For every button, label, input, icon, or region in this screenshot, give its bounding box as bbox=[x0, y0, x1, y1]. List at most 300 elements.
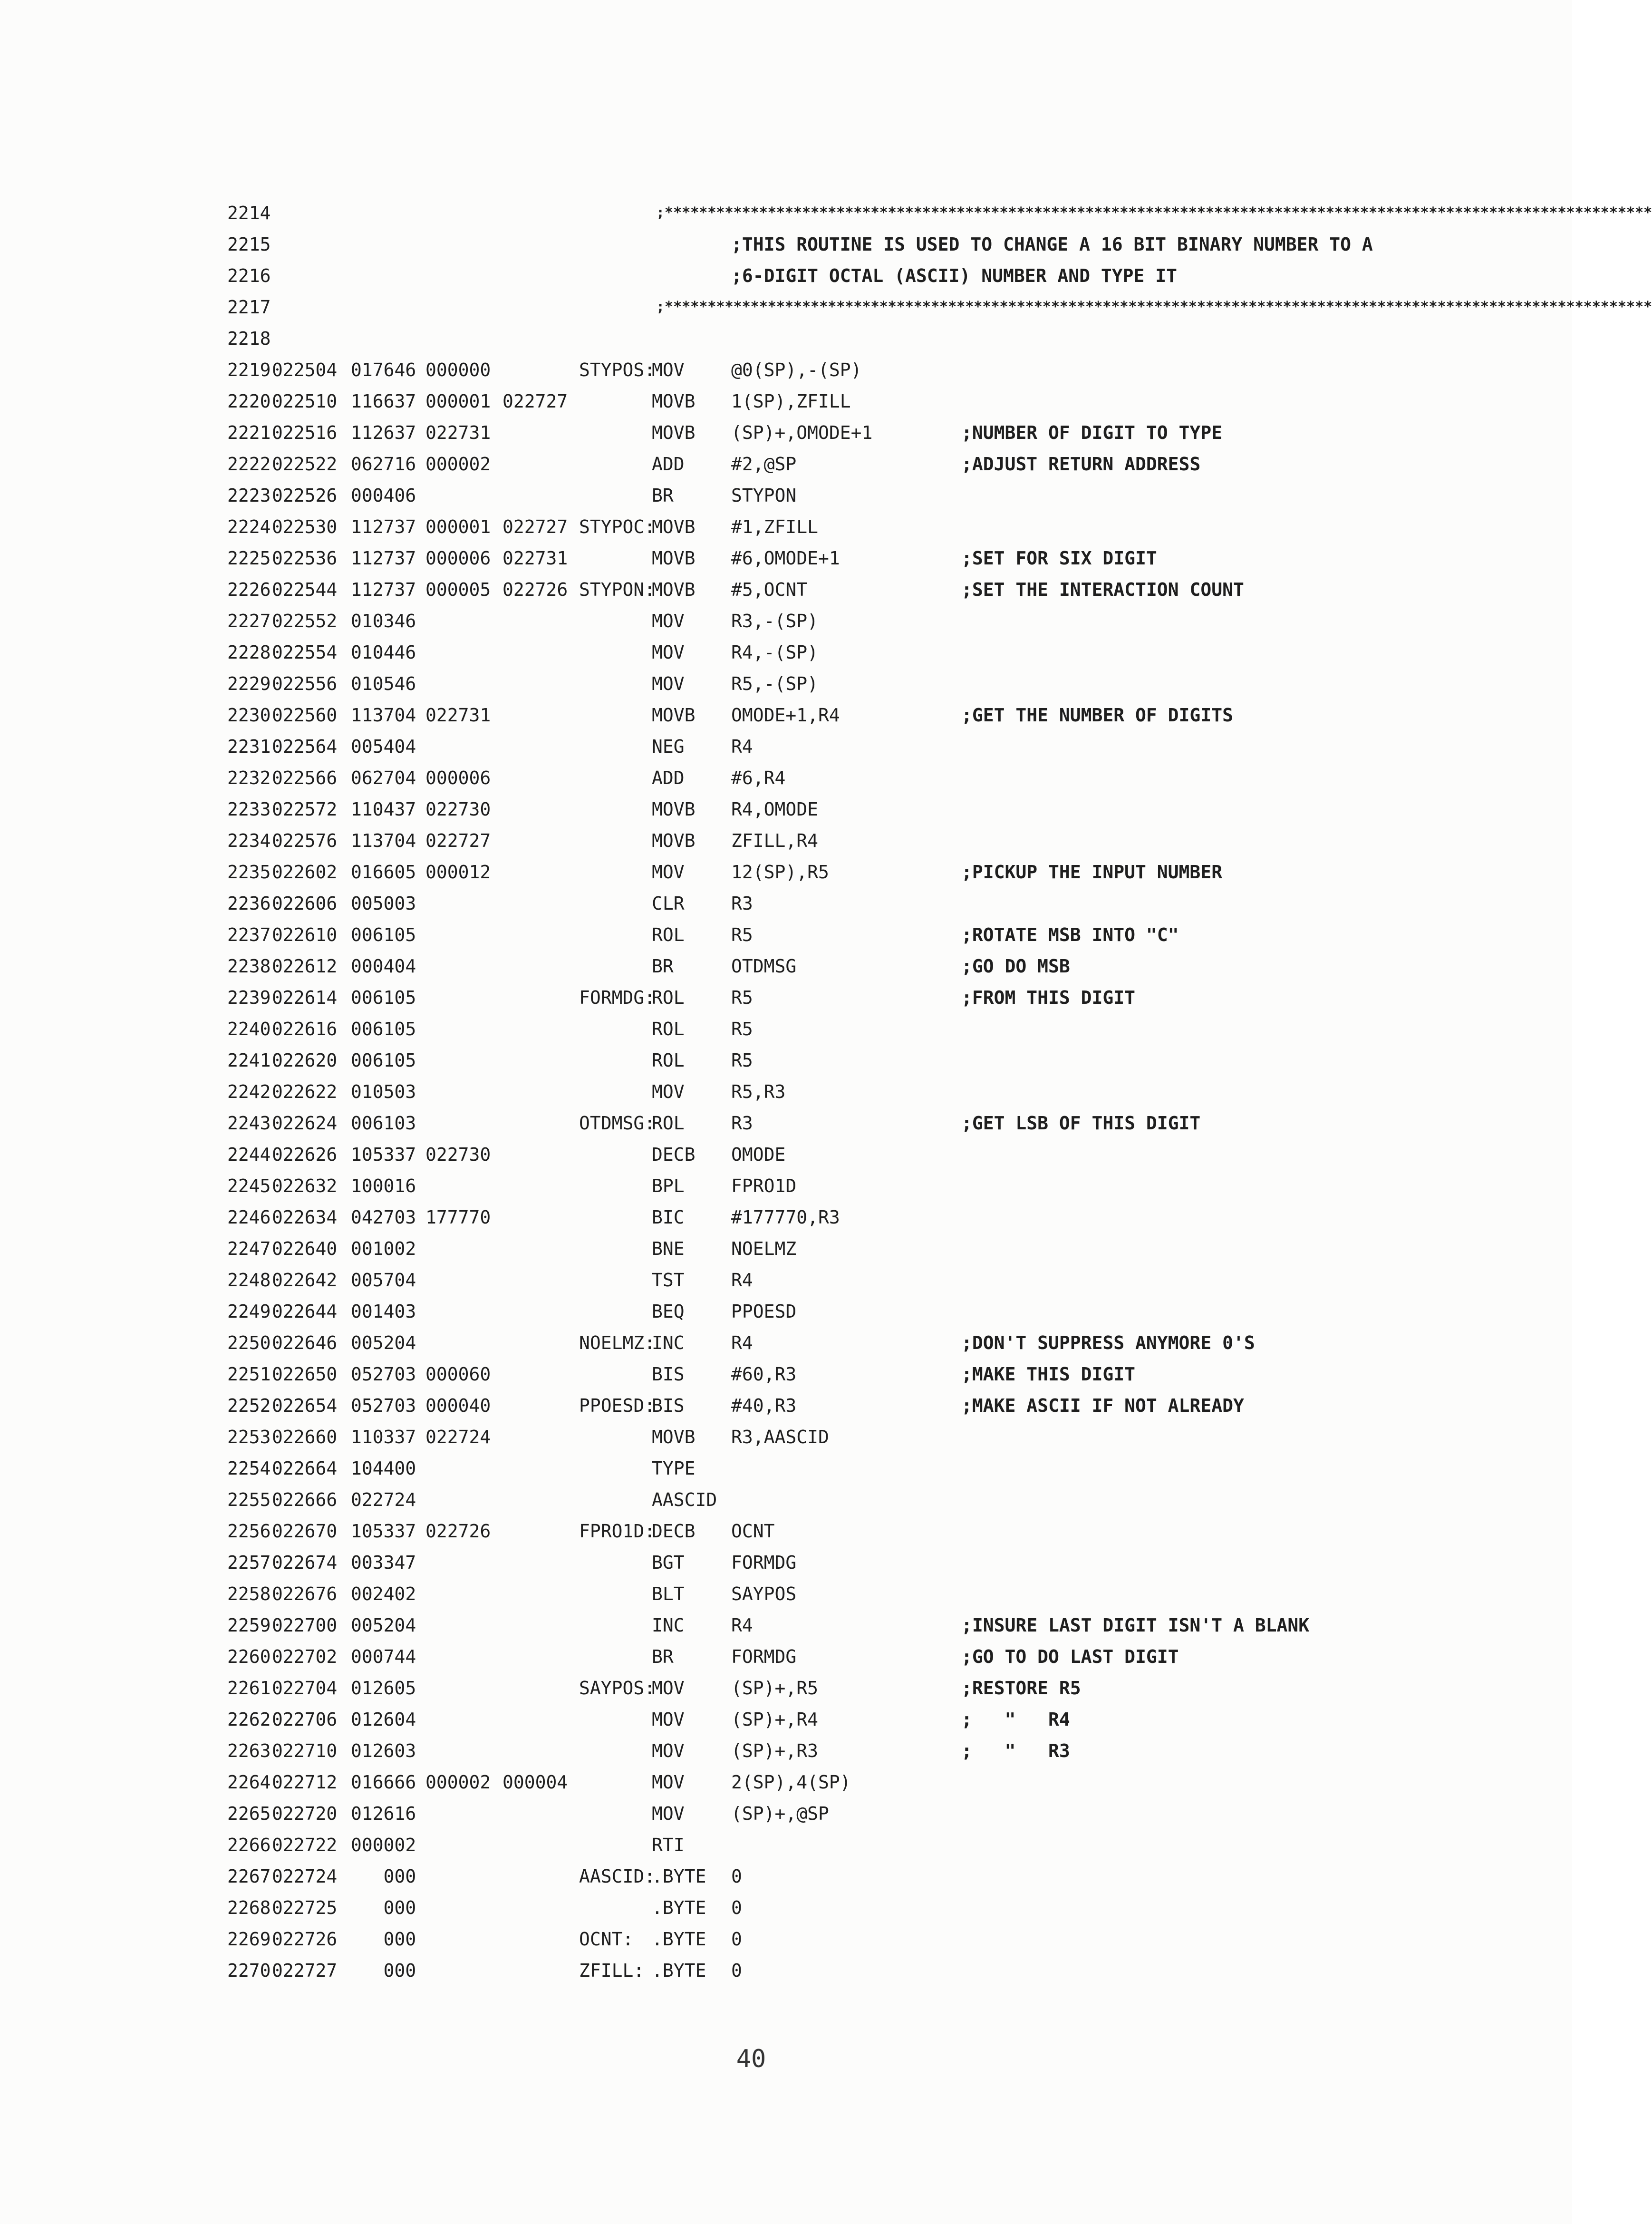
line-number: 2239 bbox=[227, 987, 271, 1008]
address: 022725 bbox=[272, 1897, 338, 1918]
word-2: 000002 bbox=[425, 454, 491, 475]
address: 022606 bbox=[272, 893, 338, 914]
line-number: 2263 bbox=[227, 1740, 271, 1761]
line-number: 2223 bbox=[227, 485, 271, 506]
word-1: 062704 bbox=[351, 767, 416, 788]
address: 022560 bbox=[272, 705, 338, 726]
opcode: MOV bbox=[652, 642, 685, 663]
address: 022544 bbox=[272, 579, 338, 600]
opcode: NEG bbox=[652, 736, 685, 757]
address: 022712 bbox=[272, 1772, 338, 1793]
comment: ;PICKUP THE INPUT NUMBER bbox=[961, 862, 1223, 883]
opcode: ROL bbox=[652, 1113, 685, 1134]
label: OTDMSG: bbox=[579, 1113, 656, 1134]
comment: ;MAKE THIS DIGIT bbox=[961, 1364, 1136, 1385]
word-1: 012604 bbox=[351, 1709, 416, 1730]
address: 022522 bbox=[272, 454, 338, 475]
opcode: MOVB bbox=[652, 579, 696, 600]
opcode: MOV bbox=[652, 673, 685, 694]
opcode: BNE bbox=[652, 1238, 685, 1259]
operand: #177770,R3 bbox=[731, 1207, 840, 1228]
line-number: 2229 bbox=[227, 673, 271, 694]
operand: R5,R3 bbox=[731, 1081, 786, 1102]
listing-line bbox=[0, 574, 1572, 605]
listing-line bbox=[0, 417, 1572, 448]
listing-line bbox=[0, 605, 1572, 637]
line-number: 2232 bbox=[227, 767, 271, 788]
opcode: ROL bbox=[652, 1050, 685, 1071]
word-2: 022724 bbox=[425, 1427, 491, 1447]
line-number: 2260 bbox=[227, 1646, 271, 1667]
address: 022566 bbox=[272, 767, 338, 788]
listing-line bbox=[0, 1861, 1572, 1892]
operand: R4 bbox=[731, 1270, 753, 1291]
address: 022622 bbox=[272, 1081, 338, 1102]
word-3: 022727 bbox=[502, 391, 568, 412]
line-number: 2228 bbox=[227, 642, 271, 663]
assembly-listing bbox=[0, 197, 1652, 1986]
address: 022516 bbox=[272, 422, 338, 443]
operand: R4,OMODE bbox=[731, 799, 819, 820]
operand: R4 bbox=[731, 1332, 753, 1353]
label: AASCID: bbox=[579, 1866, 656, 1887]
operand: PPOESD bbox=[731, 1301, 797, 1322]
opcode: .BYTE bbox=[652, 1897, 706, 1918]
listing-line bbox=[0, 543, 1572, 574]
address: 022664 bbox=[272, 1458, 338, 1479]
listing-line bbox=[0, 1359, 1572, 1390]
address: 022654 bbox=[272, 1395, 338, 1416]
operand: 2(SP),4(SP) bbox=[731, 1772, 851, 1793]
address: 022526 bbox=[272, 485, 338, 506]
listing-line bbox=[0, 637, 1572, 668]
opcode: MOV bbox=[652, 1740, 685, 1761]
opcode: ADD bbox=[652, 767, 685, 788]
word-1: 000 bbox=[351, 1929, 416, 1950]
word-1: 005204 bbox=[351, 1615, 416, 1636]
opcode: MOVB bbox=[652, 799, 696, 820]
word-2: 022731 bbox=[425, 422, 491, 443]
listing-line bbox=[0, 354, 1572, 386]
address: 022640 bbox=[272, 1238, 338, 1259]
listing-line bbox=[0, 1327, 1572, 1359]
address: 022704 bbox=[272, 1678, 338, 1699]
word-1: 001403 bbox=[351, 1301, 416, 1322]
operand: R4 bbox=[731, 736, 753, 757]
word-1: 006105 bbox=[351, 1050, 416, 1071]
opcode: .BYTE bbox=[652, 1960, 706, 1981]
word-1: 010503 bbox=[351, 1081, 416, 1102]
word-1: 112737 bbox=[351, 579, 416, 600]
word-1: 016605 bbox=[351, 862, 416, 883]
word-1: 012603 bbox=[351, 1740, 416, 1761]
comment: ;GO DO MSB bbox=[961, 956, 1070, 977]
word-2: 000040 bbox=[425, 1395, 491, 1416]
address: 022644 bbox=[272, 1301, 338, 1322]
listing-line bbox=[0, 856, 1572, 888]
listing-line bbox=[0, 260, 1572, 291]
opcode: ROL bbox=[652, 924, 685, 945]
operand: FORMDG bbox=[731, 1552, 797, 1573]
word-2: 000001 bbox=[425, 516, 491, 537]
operand: OCNT bbox=[731, 1521, 775, 1542]
block-comment: ;6-DIGIT OCTAL (ASCII) NUMBER AND TYPE IT bbox=[731, 265, 1177, 286]
opcode: TYPE bbox=[652, 1458, 696, 1479]
opcode: BLT bbox=[652, 1583, 685, 1604]
word-1: 006105 bbox=[351, 1019, 416, 1039]
word-1: 017646 bbox=[351, 359, 416, 380]
address: 022632 bbox=[272, 1175, 338, 1196]
line-number: 2253 bbox=[227, 1427, 271, 1447]
listing-line bbox=[0, 1735, 1572, 1767]
address: 022646 bbox=[272, 1332, 338, 1353]
operand: STYPON bbox=[731, 485, 797, 506]
word-2: 022726 bbox=[425, 1521, 491, 1542]
word-3: 022731 bbox=[502, 548, 568, 569]
listing-line bbox=[0, 1076, 1572, 1107]
comment: ;DON'T SUPPRESS ANYMORE 0'S bbox=[961, 1332, 1255, 1353]
operand: OMODE+1,R4 bbox=[731, 705, 840, 726]
line-number: 2262 bbox=[227, 1709, 271, 1730]
label: FORMDG: bbox=[579, 987, 656, 1008]
opcode: CLR bbox=[652, 893, 685, 914]
opcode: INC bbox=[652, 1615, 685, 1636]
word-2: 022727 bbox=[425, 830, 491, 851]
line-number: 2247 bbox=[227, 1238, 271, 1259]
opcode: ROL bbox=[652, 987, 685, 1008]
operand: FORMDG bbox=[731, 1646, 797, 1667]
line-number: 2238 bbox=[227, 956, 271, 977]
opcode: MOVB bbox=[652, 1427, 696, 1447]
comment: ;SET THE INTERACTION COUNT bbox=[961, 579, 1244, 600]
word-1: 010546 bbox=[351, 673, 416, 694]
listing-line bbox=[0, 1672, 1572, 1704]
opcode: INC bbox=[652, 1332, 685, 1353]
listing-line bbox=[0, 762, 1572, 794]
listing-line bbox=[0, 1829, 1572, 1861]
listing-line bbox=[0, 794, 1572, 825]
word-1: 110337 bbox=[351, 1427, 416, 1447]
listing-line bbox=[0, 825, 1572, 856]
comment: ;RESTORE R5 bbox=[961, 1678, 1081, 1699]
address: 022610 bbox=[272, 924, 338, 945]
operand: FPRO1D bbox=[731, 1175, 797, 1196]
word-1: 000744 bbox=[351, 1646, 416, 1667]
listing-line bbox=[0, 323, 1572, 354]
word-1: 113704 bbox=[351, 830, 416, 851]
opcode: MOVB bbox=[652, 422, 696, 443]
opcode: BIS bbox=[652, 1395, 685, 1416]
listing-line bbox=[0, 888, 1572, 919]
line-number: 2220 bbox=[227, 391, 271, 412]
word-3: 022727 bbox=[502, 516, 568, 537]
line-number: 2225 bbox=[227, 548, 271, 569]
word-2: 000005 bbox=[425, 579, 491, 600]
line-number: 2259 bbox=[227, 1615, 271, 1636]
word-1: 042703 bbox=[351, 1207, 416, 1228]
word-3: 022726 bbox=[502, 579, 568, 600]
word-1: 005404 bbox=[351, 736, 416, 757]
address: 022700 bbox=[272, 1615, 338, 1636]
opcode: AASCID bbox=[652, 1489, 717, 1510]
address: 022616 bbox=[272, 1019, 338, 1039]
line-number: 2237 bbox=[227, 924, 271, 945]
line-number: 2221 bbox=[227, 422, 271, 443]
word-1: 003347 bbox=[351, 1552, 416, 1573]
word-1: 000406 bbox=[351, 485, 416, 506]
word-1: 110437 bbox=[351, 799, 416, 820]
line-number: 2252 bbox=[227, 1395, 271, 1416]
word-1: 104400 bbox=[351, 1458, 416, 1479]
word-1: 010446 bbox=[351, 642, 416, 663]
comment: ;MAKE ASCII IF NOT ALREADY bbox=[961, 1395, 1244, 1416]
line-number: 2256 bbox=[227, 1521, 271, 1542]
address: 022620 bbox=[272, 1050, 338, 1071]
word-1: 105337 bbox=[351, 1144, 416, 1165]
listing-line bbox=[0, 197, 1652, 229]
word-2: 022731 bbox=[425, 705, 491, 726]
line-number: 2242 bbox=[227, 1081, 271, 1102]
address: 022674 bbox=[272, 1552, 338, 1573]
word-1: 006105 bbox=[351, 924, 416, 945]
address: 022660 bbox=[272, 1427, 338, 1447]
opcode: DECB bbox=[652, 1521, 696, 1542]
word-1: 112737 bbox=[351, 516, 416, 537]
listing-line bbox=[0, 1453, 1572, 1484]
word-2: 000000 bbox=[425, 359, 491, 380]
opcode: BR bbox=[652, 1646, 674, 1667]
line-number: 2235 bbox=[227, 862, 271, 883]
operand: #60,R3 bbox=[731, 1364, 797, 1385]
listing-line bbox=[0, 1421, 1572, 1453]
opcode: MOV bbox=[652, 1081, 685, 1102]
page-number: 40 bbox=[736, 2045, 766, 2073]
operand: (SP)+,R3 bbox=[731, 1740, 819, 1761]
word-2: 022730 bbox=[425, 1144, 491, 1165]
opcode: MOV bbox=[652, 862, 685, 883]
line-number: 2249 bbox=[227, 1301, 271, 1322]
line-number: 2236 bbox=[227, 893, 271, 914]
word-1: 116637 bbox=[351, 391, 416, 412]
word-2: 000002 bbox=[425, 1772, 491, 1793]
word-1: 052703 bbox=[351, 1395, 416, 1416]
line-number: 2234 bbox=[227, 830, 271, 851]
line-number: 2218 bbox=[227, 328, 271, 349]
listing-line bbox=[0, 1139, 1572, 1170]
listing-line bbox=[0, 982, 1572, 1013]
word-1: 113704 bbox=[351, 705, 416, 726]
block-comment: ;THIS ROUTINE IS USED TO CHANGE A 16 BIT BINARY NUMBER TO A bbox=[731, 234, 1373, 255]
opcode: MOV bbox=[652, 359, 685, 380]
word-2: 000001 bbox=[425, 391, 491, 412]
operand: @0(SP),-(SP) bbox=[731, 359, 862, 380]
operand: R5 bbox=[731, 924, 753, 945]
comment: ;GO TO DO LAST DIGIT bbox=[961, 1646, 1179, 1667]
comment: ;GET LSB OF THIS DIGIT bbox=[961, 1113, 1201, 1134]
operand: 0 bbox=[731, 1897, 742, 1918]
opcode: ROL bbox=[652, 1019, 685, 1039]
address: 022510 bbox=[272, 391, 338, 412]
word-2: 000012 bbox=[425, 862, 491, 883]
operand: #1,ZFILL bbox=[731, 516, 819, 537]
line-number: 2265 bbox=[227, 1803, 271, 1824]
address: 022726 bbox=[272, 1929, 338, 1950]
label: STYPOS: bbox=[579, 359, 656, 380]
label: ZFILL: bbox=[579, 1960, 645, 1981]
listing-line bbox=[0, 1547, 1572, 1578]
operand: R4,-(SP) bbox=[731, 642, 819, 663]
operand: R5 bbox=[731, 987, 753, 1008]
opcode: RTI bbox=[652, 1835, 685, 1855]
operand: #40,R3 bbox=[731, 1395, 797, 1416]
line-number: 2226 bbox=[227, 579, 271, 600]
opcode: BIC bbox=[652, 1207, 685, 1228]
operand: 0 bbox=[731, 1929, 742, 1950]
operand: ZFILL,R4 bbox=[731, 830, 819, 851]
line-number: 2215 bbox=[227, 234, 271, 255]
listing-line bbox=[0, 386, 1572, 417]
listing-line bbox=[0, 699, 1572, 731]
line-number: 2258 bbox=[227, 1583, 271, 1604]
comment: ;NUMBER OF DIGIT TO TYPE bbox=[961, 422, 1223, 443]
operand: 12(SP),R5 bbox=[731, 862, 829, 883]
address: 022702 bbox=[272, 1646, 338, 1667]
address: 022706 bbox=[272, 1709, 338, 1730]
word-1: 005704 bbox=[351, 1270, 416, 1291]
listing-line bbox=[0, 1515, 1572, 1547]
operand: SAYPOS bbox=[731, 1583, 797, 1604]
line-number: 2244 bbox=[227, 1144, 271, 1165]
listing-line bbox=[0, 229, 1572, 260]
line-number: 2233 bbox=[227, 799, 271, 820]
opcode: BGT bbox=[652, 1552, 685, 1573]
listing-line bbox=[0, 919, 1572, 951]
line-number: 2251 bbox=[227, 1364, 271, 1385]
opcode: MOV bbox=[652, 1803, 685, 1824]
opcode: MOVB bbox=[652, 391, 696, 412]
line-number: 2241 bbox=[227, 1050, 271, 1071]
word-2: 022730 bbox=[425, 799, 491, 820]
opcode: MOV bbox=[652, 1772, 685, 1793]
word-1: 062716 bbox=[351, 454, 416, 475]
listing-line bbox=[0, 1233, 1572, 1264]
listing-line bbox=[0, 480, 1572, 511]
opcode: MOVB bbox=[652, 705, 696, 726]
address: 022710 bbox=[272, 1740, 338, 1761]
line-number: 2243 bbox=[227, 1113, 271, 1134]
operand: 1(SP),ZFILL bbox=[731, 391, 851, 412]
line-number: 2216 bbox=[227, 265, 271, 286]
opcode: BIS bbox=[652, 1364, 685, 1385]
label: OCNT: bbox=[579, 1929, 634, 1950]
line-number: 2255 bbox=[227, 1489, 271, 1510]
listing-line bbox=[0, 1767, 1572, 1798]
operand: NOELMZ bbox=[731, 1238, 797, 1259]
line-number: 2261 bbox=[227, 1678, 271, 1699]
comment: ; " R3 bbox=[961, 1740, 1070, 1761]
label: SAYPOS: bbox=[579, 1678, 656, 1699]
address: 022614 bbox=[272, 987, 338, 1008]
operand: (SP)+,R4 bbox=[731, 1709, 819, 1730]
operand: #6,OMODE+1 bbox=[731, 548, 840, 569]
line-number: 2231 bbox=[227, 736, 271, 757]
word-1: 100016 bbox=[351, 1175, 416, 1196]
address: 022624 bbox=[272, 1113, 338, 1134]
opcode: MOVB bbox=[652, 548, 696, 569]
operand: R3 bbox=[731, 893, 753, 914]
address: 022530 bbox=[272, 516, 338, 537]
word-1: 010346 bbox=[351, 611, 416, 631]
address: 022572 bbox=[272, 799, 338, 820]
word-1: 000002 bbox=[351, 1835, 416, 1855]
comment: ; " R4 bbox=[961, 1709, 1070, 1730]
listing-line bbox=[0, 1045, 1572, 1076]
listing-line bbox=[0, 1798, 1572, 1829]
line-number: 2264 bbox=[227, 1772, 271, 1793]
operand: R5 bbox=[731, 1019, 753, 1039]
opcode: MOV bbox=[652, 1678, 685, 1699]
opcode: BR bbox=[652, 956, 674, 977]
line-number: 2257 bbox=[227, 1552, 271, 1573]
address: 022602 bbox=[272, 862, 338, 883]
line-number: 2214 bbox=[227, 203, 271, 223]
line-number: 2248 bbox=[227, 1270, 271, 1291]
opcode: BR bbox=[652, 485, 674, 506]
word-2: 000006 bbox=[425, 548, 491, 569]
line-number: 2268 bbox=[227, 1897, 271, 1918]
word-1: 006103 bbox=[351, 1113, 416, 1134]
comment: ;FROM THIS DIGIT bbox=[961, 987, 1136, 1008]
operand: OMODE bbox=[731, 1144, 786, 1165]
listing-line bbox=[0, 1484, 1572, 1515]
address: 022564 bbox=[272, 736, 338, 757]
word-2: 000060 bbox=[425, 1364, 491, 1385]
word-1: 000 bbox=[351, 1897, 416, 1918]
operand: R3,AASCID bbox=[731, 1427, 829, 1447]
operand: 0 bbox=[731, 1866, 742, 1887]
operand: OTDMSG bbox=[731, 956, 797, 977]
word-1: 000404 bbox=[351, 956, 416, 977]
listing-line bbox=[0, 1296, 1572, 1327]
address: 022724 bbox=[272, 1866, 338, 1887]
word-1: 012605 bbox=[351, 1678, 416, 1699]
address: 022666 bbox=[272, 1489, 338, 1510]
opcode: MOV bbox=[652, 611, 685, 631]
address: 022554 bbox=[272, 642, 338, 663]
address: 022576 bbox=[272, 830, 338, 851]
listing-line bbox=[0, 1107, 1572, 1139]
word-1: 112737 bbox=[351, 548, 416, 569]
operand: #5,OCNT bbox=[731, 579, 808, 600]
operand: R4 bbox=[731, 1615, 753, 1636]
operand: R3,-(SP) bbox=[731, 611, 819, 631]
comment-banner: ;******************************************************************************************************************* bbox=[656, 204, 1652, 221]
line-number: 2227 bbox=[227, 611, 271, 631]
operand: R5 bbox=[731, 1050, 753, 1071]
opcode: BEQ bbox=[652, 1301, 685, 1322]
opcode: TST bbox=[652, 1270, 685, 1291]
opcode: DECB bbox=[652, 1144, 696, 1165]
address: 022642 bbox=[272, 1270, 338, 1291]
word-1: 105337 bbox=[351, 1521, 416, 1542]
line-number: 2240 bbox=[227, 1019, 271, 1039]
word-2: 177770 bbox=[425, 1207, 491, 1228]
address: 022556 bbox=[272, 673, 338, 694]
line-number: 2269 bbox=[227, 1929, 271, 1950]
comment-banner: ;******************************************************************************************************************* bbox=[656, 299, 1652, 315]
opcode: MOV bbox=[652, 1709, 685, 1730]
listing-line bbox=[0, 1641, 1572, 1672]
